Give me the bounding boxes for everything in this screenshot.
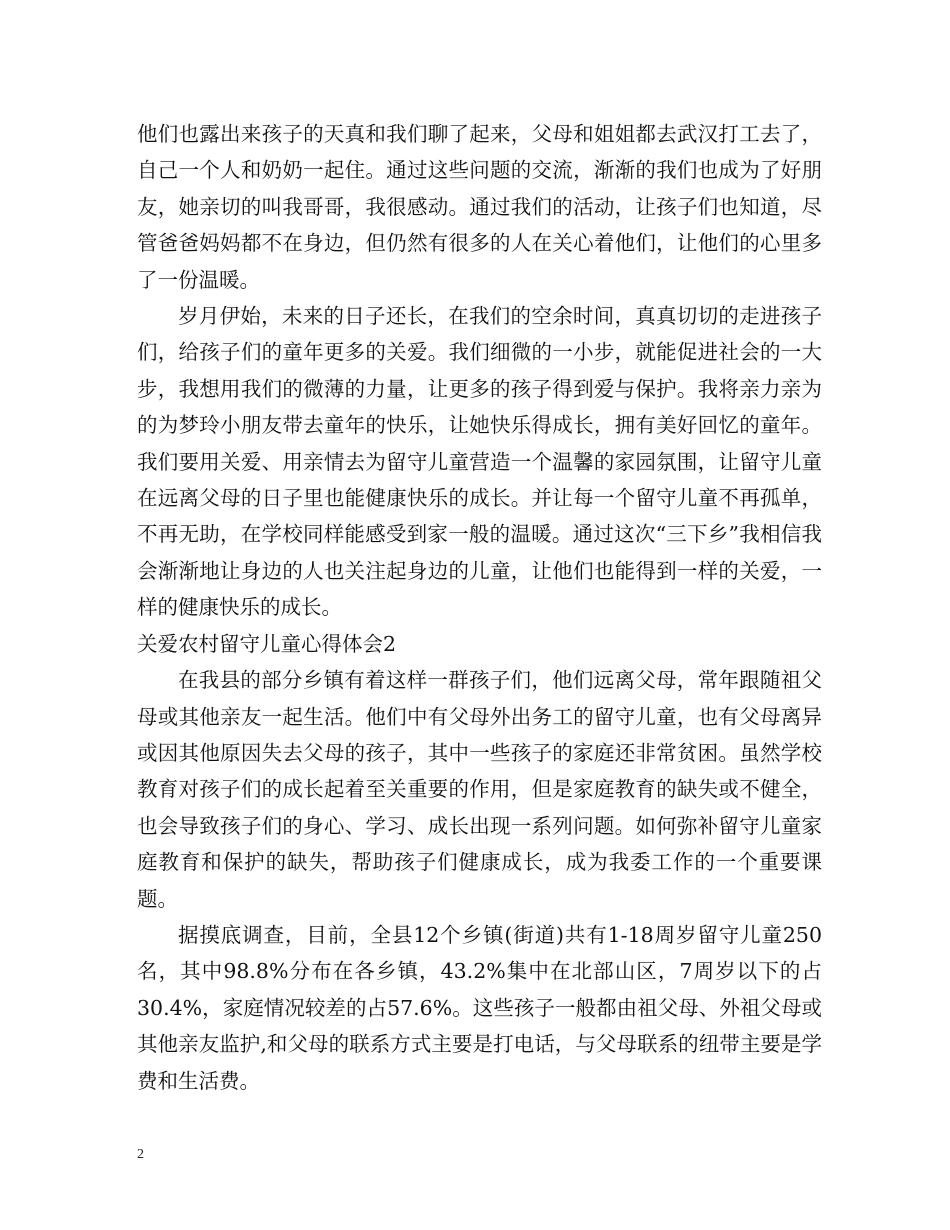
section-heading: 关爱农村留守儿童心得体会2 (137, 631, 397, 656)
page-number: 2 (137, 1147, 144, 1162)
paragraph-reflection: 岁月伊始，未来的日子还长，在我们的空余时间，真真切切的走进孩子们，给孩子们的童年更多的关爱。我们细微的一小步，就能促进社会的一大步，我想用我们的微薄的力量，让更多的孩子得到爱与保护。我将亲力亲为的为梦玲小朋友带去童年的快乐，让她快乐得成长，拥有美好回忆的童年。我们要用关爱、用亲情去为留守儿童营造一个温馨的家园氛围，让留守儿童在远离父母的日子里也能健康快乐的成长。并让每一个留守儿童不再孤单，不再无助，在学校同样能感受到家一般的温暖。通过这次“三下乡”我相信我会渐渐地让身边的人也关注起身边的儿童，让他们也能得到一样的关爱，一样的健康快乐的成长。 (137, 304, 822, 620)
paragraph-intro: 在我县的部分乡镇有着这样一群孩子们，他们远离父母，常年跟随祖父母或其他亲友一起生活。他们中有父母外出务工的留守儿童，也有父母离异或因其他原因失去父母的孩子，其中一些孩子的家庭还非常贫困。虽然学校教育对孩子们的成长起着至关重要的作用，但是家庭教育的缺失或不健全，也会导致孩子们的身心、学习、成长出现一系列问题。如何弥补留守儿童家庭教育和保护的缺失，帮助孩子们健康成长，成为我委工作的一个重要课题。 (137, 668, 822, 911)
document-body (137, 116, 822, 1099)
paragraph-continued: 他们也露出来孩子的天真和我们聊了起来，父母和姐姐都去武汉打工去了，自己一个人和奶奶一起住。通过这些问题的交流，渐渐的我们也成为了好朋友，她亲切的叫我哥哥，我很感动。通过我们的活动，让孩子们也知道，尽管爸爸妈妈都不在身边，但仍然有很多的人在关心着他们，让他们的心里多了一份温暖。 (137, 122, 822, 292)
paragraph-survey: 据摸底调查，目前，全县12个乡镇(街道)共有1-18周岁留守儿童250名，其中98.8%分布在各乡镇，43.2%集中在北部山区，7周岁以下的占30.4%，家庭情况较差的占57.6%。这些孩子一般都由祖父母、外祖父母或其他亲友监护,和父母的联系方式主要是打电话，与父母联系的纽带主要是学费和生活费。 (137, 922, 822, 1093)
